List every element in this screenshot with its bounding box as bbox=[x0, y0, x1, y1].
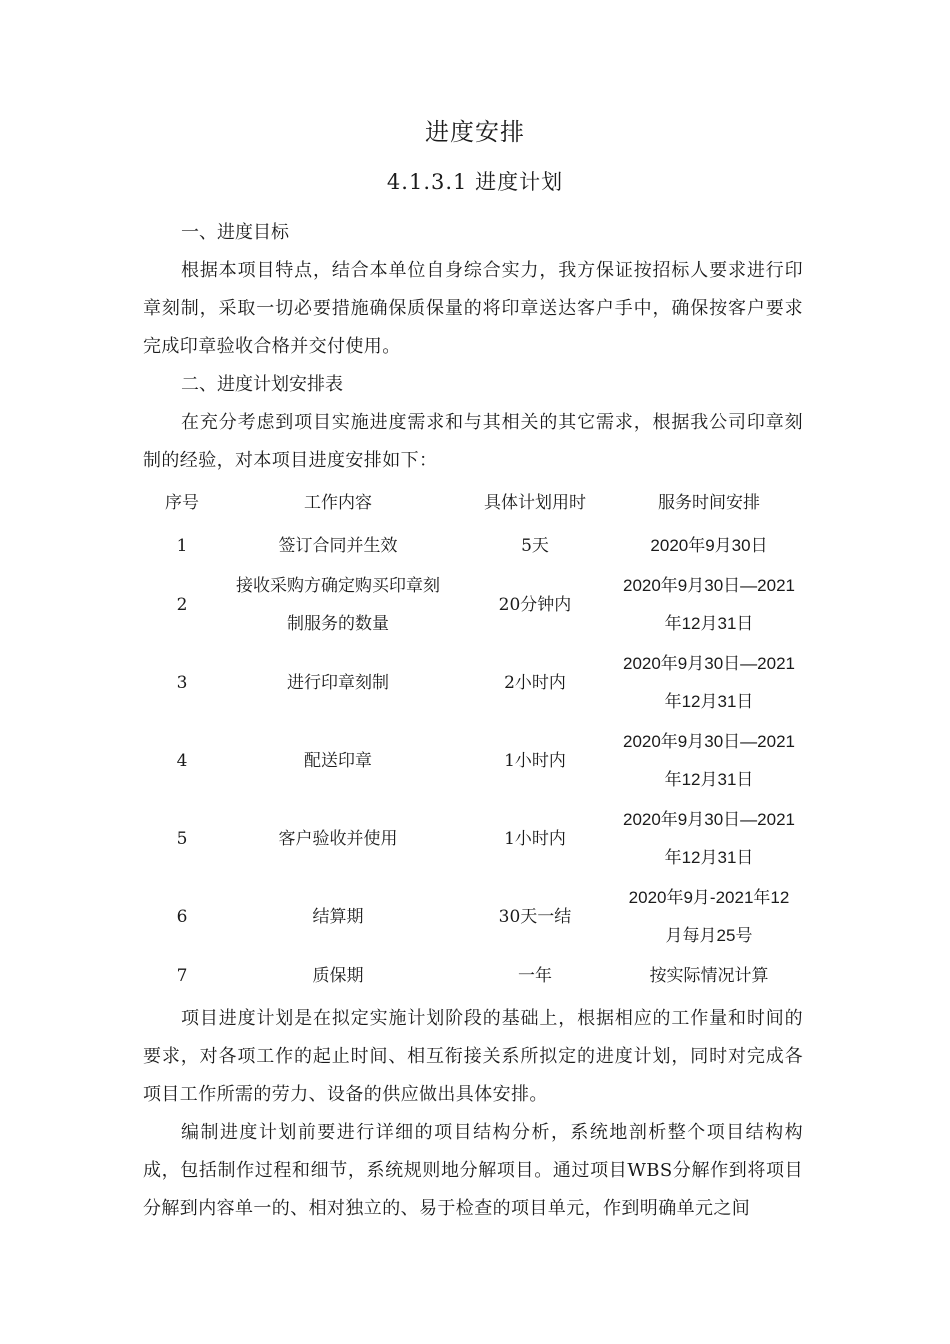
row-work: 签订合同并生效 bbox=[278, 536, 398, 556]
row-time: 20分钟内 bbox=[498, 595, 572, 615]
table-row bbox=[143, 722, 803, 800]
section-heading-schedule: 二、进度计划安排表 bbox=[181, 374, 343, 395]
row-work-text: 接收采购方确定购买印章刻制服务的数量 bbox=[236, 576, 440, 634]
row-date: 按实际情况计算 bbox=[649, 966, 769, 986]
section-heading-goal: 一、进度目标 bbox=[181, 222, 289, 243]
table-row bbox=[143, 956, 803, 996]
schedule-intro-paragraph: 在充分考虑到项目实施进度需求和与其相关的其它需求，根据我公司印章刻制的经验，对本项目进度安排如下： bbox=[143, 412, 803, 471]
row-no: 4 bbox=[176, 751, 188, 771]
row-work: 客户验收并使用 bbox=[278, 829, 398, 849]
row-time: 2小时内 bbox=[504, 673, 566, 693]
row-date bbox=[615, 800, 803, 878]
row-date-text: 2020年9月30日—2021年12月31日 bbox=[622, 654, 795, 711]
row-date bbox=[615, 644, 803, 722]
row-date bbox=[615, 722, 803, 800]
row-work: 质保期 bbox=[312, 966, 364, 986]
row-no: 1 bbox=[176, 536, 188, 556]
header-work: 工作内容 bbox=[304, 493, 372, 513]
progress-plan-paragraph: 项目进度计划是在拟定实施计划阶段的基础上，根据相应的工作量和时间的要求，对各项工作的起止时间、相互衔接关系所拟定的进度计划，同时对完成各项目工作所需的劳力、设备的供应做出具体安排。 bbox=[143, 1008, 803, 1105]
row-time: 1小时内 bbox=[504, 751, 566, 771]
table-row bbox=[143, 644, 803, 722]
header-time: 具体计划用时 bbox=[484, 493, 586, 513]
wbs-paragraph: 编制进度计划前要进行详细的项目结构分析，系统地剖析整个项目结构构成，包括制作过程和细节，系统规则地分解项目。通过项目WBS分解作到将项目分解到内容单一的、相对独立的、易于检查的项目单元，作到明确单元之间 bbox=[143, 1122, 803, 1219]
header-no: 序号 bbox=[165, 493, 199, 513]
row-time: 30天一结 bbox=[498, 907, 572, 927]
table-header-row bbox=[143, 480, 803, 526]
row-work bbox=[221, 566, 455, 644]
section-number-title: 4.1.3.1 进度计划 bbox=[386, 170, 564, 194]
row-time: 5天 bbox=[521, 536, 549, 556]
row-work: 结算期 bbox=[312, 907, 364, 927]
row-time: 1小时内 bbox=[504, 829, 566, 849]
row-work: 进行印章刻制 bbox=[287, 673, 389, 693]
row-date-text: 2020年9月30日—2021年12月31日 bbox=[622, 732, 795, 789]
schedule-table bbox=[143, 480, 803, 996]
table-row bbox=[143, 800, 803, 878]
row-date bbox=[615, 878, 803, 956]
row-date-text: 2020年9月-2021年12月每月25号 bbox=[628, 888, 790, 945]
row-no: 2 bbox=[176, 595, 188, 615]
row-no: 6 bbox=[176, 907, 188, 927]
table-row bbox=[143, 566, 803, 644]
row-no: 3 bbox=[176, 673, 188, 693]
document-title: 进度安排 bbox=[425, 118, 525, 146]
row-no: 7 bbox=[176, 966, 188, 986]
document-body bbox=[143, 214, 803, 1228]
row-no: 5 bbox=[176, 829, 188, 849]
header-date: 服务时间安排 bbox=[658, 493, 760, 513]
goal-paragraph: 根据本项目特点，结合本单位自身综合实力，我方保证按招标人要求进行印章刻制，采取一切必要措施确保质保量的将印章送达客户手中，确保按客户要求完成印章验收合格并交付使用。 bbox=[143, 260, 803, 357]
row-date bbox=[615, 566, 803, 644]
row-date: 2020年9月30日 bbox=[650, 536, 768, 555]
table-row bbox=[143, 526, 803, 566]
table-row bbox=[143, 878, 803, 956]
row-date-text: 2020年9月30日—2021年12月31日 bbox=[622, 810, 795, 867]
row-work: 配送印章 bbox=[304, 751, 372, 771]
row-date-text: 2020年9月30日—2021年12月31日 bbox=[622, 576, 795, 633]
row-time: 一年 bbox=[518, 966, 552, 986]
